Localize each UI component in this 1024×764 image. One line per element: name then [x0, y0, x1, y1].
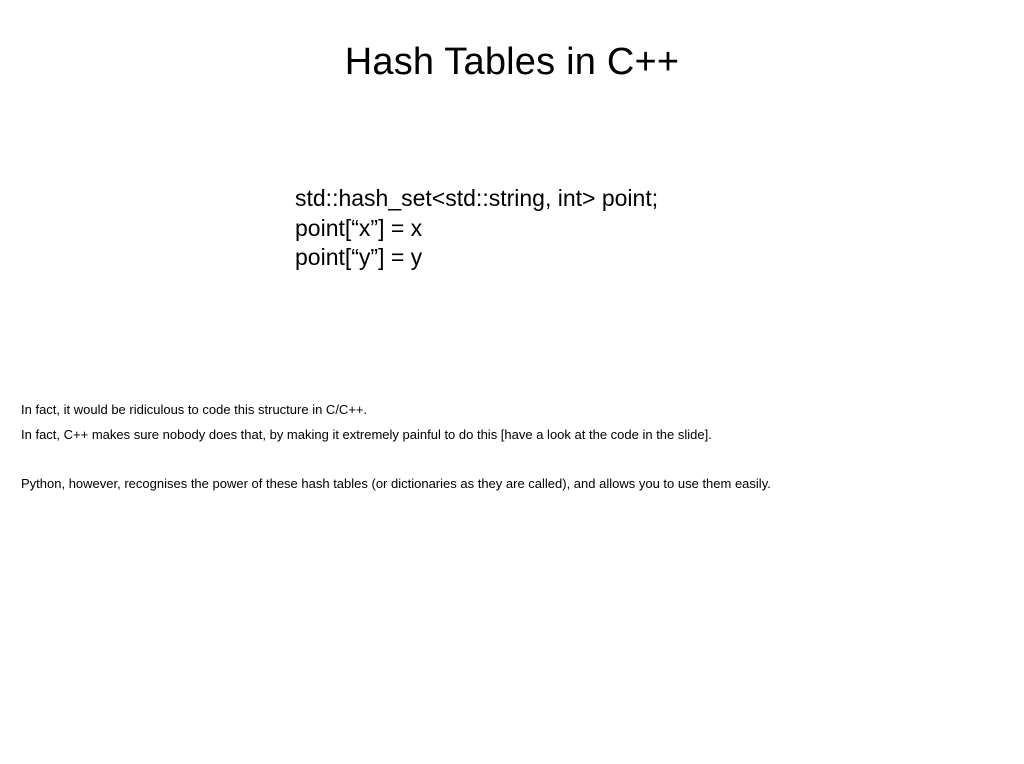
speaker-note-2: In fact, C++ makes sure nobody does that, by making it extremely painful to do this [have a look at the code in the slide].	[21, 427, 712, 442]
code-block	[295, 184, 855, 273]
speaker-note-1: In fact, it would be ridiculous to code this structure in C/C++.	[21, 402, 368, 417]
code-line-assign-y: point[“y”] = y	[295, 244, 423, 270]
code-line-declaration: std::hash_set<std::string, int> point;	[295, 185, 659, 211]
speaker-note-3: Python, however, recognises the power of these hash tables (or dictionaries as they are called), and allows you to use them easily.	[21, 476, 771, 491]
slide-title: Hash Tables in C++	[344, 41, 680, 83]
code-line-assign-x: point[“x”] = x	[295, 214, 423, 241]
